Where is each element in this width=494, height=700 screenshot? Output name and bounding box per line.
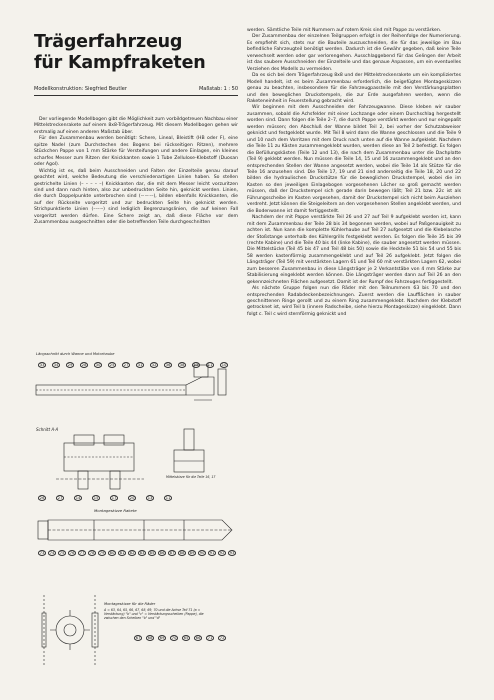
part-number-label: 88 — [179, 551, 185, 555]
right-body-text — [247, 28, 461, 318]
part-number-label: 92 — [219, 551, 225, 555]
part-number-label: 33 — [39, 363, 45, 367]
caption-wheel-text: A = 63, 64, 65, 66, 67, 68, 69, 70 und die Achse Teil 71 (a = Verstärkung) "b" und "c" = Verstärkungsscheiben (Pappe), die zwischen den Scheiben "b" und "d" — [104, 608, 204, 621]
caption-assembly: Montageskizze Rakete — [94, 508, 137, 513]
left-body-text — [34, 117, 238, 227]
part-number-label: 69 — [159, 636, 165, 640]
part-number-label: 81 — [119, 551, 125, 555]
part-number-label: 20 — [129, 496, 135, 500]
part-number-label: 27 — [123, 363, 129, 367]
left-paragraph: Für den Zusammenbau werden benötigt: Schere, Lineal, Bleistift (HB oder F), eine spitze Nadel (zum Durchstechen des Bogens bei rückseitigen Ritzen), mehrere Stückchen Pappe von 1 mm Stärke für Versteifungen und andere Einlagen, ein kleines scharfes Messer zum Ritzen der Knickkanten sowie 1 Tube Zellulose-Klebstoff (Duosan oder Agol). — [34, 136, 238, 168]
page-title — [34, 32, 238, 74]
part-number-label: 93 — [229, 551, 235, 555]
part-number-label: 76 — [69, 551, 75, 555]
right-paragraph: Wir beginnen mit dem Ausschneiden der Fahrzeugwanne. Diese kleben wir sauber zusammen, sobald die Achsfelder mit einer Lochzange oder einem Durchschlag hergestellt worden sind. Dann folgen die Teile 2–7, die durch Pappe verstärkt werden und nur eingepaßt werden müssen; den Abschluß der Wanne bildet Teil 2, bei vorher der Schutzabweiser geknickt und festgeklebt wurde. Mit Teil 8 wird dann die Wanne geschlossen und die Teile 9 und 10 nach dem Vorritzen mit dem Druck nach unten auf die Wanne aufgeklebt. Nachdem die Teile 11 zu Kästen zusammengeklebt wurden, werden diese an Teil 2 befestigt. Es folgen die Befüllungskästen (Teile 12 und 13), die nach dem Zusammenbau unter die Dachplatte (Teil 9) geklebt werden. Nun müssen die Teile 14, 15 und 16 zusammengeklebt und an den entsprechenden Stellen der Wanne angesetzt werden, wobei die Teile 14 als Stütze für die Teile 16 anzusehen sind. Die Teile 17, 19 und 21 sind anderseitig die Teile 18, 20 und 22 bilden die hydraulischen Druckstütze für die beweglichen Druckstempel, wobei die im Kasten so den jeweiligen Einlagebogen vorgesehenen Löcher so groß gemacht werden müssen, daß der Druckstempel sich gerade darin bewegen läßt; Teil 21 bzw. 22c ist als Führungsscheibe im Kasten vorgesehen, damit der Druckstempel sich nicht beim Ausziehen verdreht. Jetzt können die Steigeleitern an den vorgesehenen Stellen angeklebt werden, und die Bodenwanne ist damit fertiggestellt. — [247, 105, 461, 214]
part-number-label: 30 — [95, 363, 101, 367]
part-number-label: 91 — [209, 551, 215, 555]
part-number-label: 77 — [79, 551, 85, 555]
scale-text: Maßstab: 1 : 50 — [198, 86, 238, 92]
hood-drawing — [186, 377, 214, 395]
part-number-label: 12 — [193, 363, 199, 367]
part-number-label: 32 — [151, 363, 157, 367]
part-number-label: 14 — [75, 496, 81, 500]
part-number-label: 66 — [195, 636, 201, 640]
caption-section: Schnitt A-A — [36, 427, 59, 432]
part-number-label: 67 — [135, 636, 141, 640]
part-number-label: 13 — [147, 496, 153, 500]
part-number-label: 72 — [219, 636, 225, 640]
caption-middle: Mittelskizze für die Teile 16, 17 — [166, 475, 216, 479]
part-number-label: 11 — [165, 496, 171, 500]
part-number-label: 90 — [199, 551, 205, 555]
part-number-label: 11 — [207, 363, 213, 367]
part-number-label: 86 — [159, 551, 165, 555]
part-number-label: 34 — [53, 363, 59, 367]
left-paragraph: Der vorliegende Modellbogen gibt die Möglichkeit zum vorbildgetreuen Nachbau einer Mittelstreckenrakete auf einem 8x8-Trägerfahrzeug. Mit diesem Modellbogen gehen wir erstmalig auf einen anderen Maßstab über. — [34, 117, 238, 135]
right-paragraph: Nachdem der mit Pappe verstärkte Teil 26 und 27 auf Teil 9 aufgeklebt worden ist, kann mit dem Zusammenbau der Teile 28 bis 34 begonnen werden, wobei auf Paßgenauigkeit zu achten ist. Nun kann die komplette Kühlerhaube auf Teil 27 aufgesetzt und die Klebelasche der Stoßstange unterhalb des Kühlergrills festgeklebt werden. Es folgen die Teile 35 bis 39 (rechte Kabine) und die Teile 40 bis 44 (linke Kabine), die sauber angesetzt werden müssen. Die Mittelstücke (Teil 45 bis 47 und Teil 48 bis 50) sowie die Heckteile 51 bis 54 und 55 bis 58 werden kastenförmig zusammengeklebt und auf Teil 26 aufgeklebt. Jetzt folgen die Längsträger (Teil 59) mit verstärkten Lagern 61 und Teil 60 mit verstärkten Lagern 62, wobei zum besseren Zusammenbau in diese Längsträger je 2 Verkantstäbe von 4 mm Stärke zur Stabilisierung eingeklebt werden können. Die Längsträger werden dann auf Teil 26 an den gekennzeichneten Flächen aufgesetzt. Damit ist der Rumpf des Fahrzeuges fertiggestellt. — [247, 215, 461, 285]
part-number-label: 17 — [111, 496, 117, 500]
part-number-label: 75 — [59, 551, 65, 555]
byline — [34, 86, 238, 96]
part-number-label: 29 — [67, 363, 73, 367]
part-number-label: 38 — [179, 363, 185, 367]
part-number-label: 87 — [169, 551, 175, 555]
part-number-label: 36 — [165, 363, 171, 367]
part-number-label: 80 — [109, 551, 115, 555]
part-number-label: 82 — [129, 551, 135, 555]
part-number-label: 71 — [207, 636, 213, 640]
assembly-drawings — [34, 352, 246, 685]
left-paragraph: Wichtig ist es, daß beim Ausschneiden und Falten der Einzelteile genau darauf geachtet wird, welche Bedeutung die verschiedenartigen Linien haben. So stellen gestrichelte Linien (– – – – –) Knickkanten dar, die mit dem Messer leicht vorzuritzen sind und dann nach hinten, also zur unbedruckten Seite hin, geknickt werden. Linien, die durch Doppelpunkte unterbrochen sind (–··–··–), bilden ebenfalls Knickkanten, die auf der Rückseite vorgeritzt und zur bedruckten Seite hin geknickt werden. Strichpunktierte Linien (–·–·–) sind lediglich Begrenzungslinien, die auf keinen Fall vorgeritzt werden dürfen. Eine Schere zeigt an, daß diese Fläche vor dem Zusammenbau ausgeschnitten oder die betreffenden Teile durchgeschnitten — [34, 168, 238, 226]
part-number-label: 68 — [147, 636, 153, 640]
title-line-1: Trägerfahrzeug — [34, 32, 183, 52]
left-column — [34, 32, 238, 227]
part-number-label: 15 — [93, 496, 99, 500]
part-number-label: 28 — [81, 363, 87, 367]
wheel-drawing — [56, 616, 84, 644]
part-number-label: 31 — [137, 363, 143, 367]
caption-top: Längsschnitt durch Wanne und Motorhaube — [36, 352, 115, 356]
part-number-label: 70 — [171, 636, 177, 640]
part-number-label: 74 — [49, 551, 55, 555]
part-number-label: 25 — [109, 363, 115, 367]
right-paragraph: Da es sich bei dem Trägerfahrzeug 8x8 und der Mittelstreckenrakete um ein kompliziertes Modell handelt, ist es beim Zusammenbau erforderlich, die beigefügten Montageskizzen genau zu beachten, insbesondere für die Fahrzeugpassteile mit den Verstärkungsplatten und den beweglichen Druckstempeln, die zur Erde ausgefahren werden, wenn die Raketeneinheit in Feuerstellung gebracht wird. — [247, 73, 461, 104]
part-number-label: 85 — [149, 551, 155, 555]
right-paragraph: Der Zusammenbau der einzelnen Teilgruppen erfolgt in der Reihenfolge der Numerierung. Es empfiehlt sich, stets nur die Bauteile auszuschneiden, die für das jeweilige im Bau befindliche Fahrzeugteil benötigt werden. Dadurch ist die Gewähr gegeben, daß keine Teile verwechselt werden oder gar verlorengehen. Ausschlaggebend für das Gelingen der Arbeit ist das saubere Ausschneiden der Einzelteile und das genaue Anpassen, um ein eventuelles Verziehen des Modells zu vermeiden. — [247, 34, 461, 72]
right-column — [247, 28, 461, 318]
part-number-label: 65 — [183, 636, 189, 640]
part-number-label: 78 — [89, 551, 95, 555]
title-line-2: für Kampfraketen — [34, 53, 206, 73]
part-number-label: 83 — [139, 551, 145, 555]
part-number-label: 79 — [99, 551, 105, 555]
part-number-label: 27 — [57, 496, 63, 500]
part-number-label: 10 — [221, 363, 227, 367]
caption-wheel-title: Montageskizze für die Räder — [104, 602, 156, 606]
right-paragraph: werden. Sämtliche Teile mit Nummern auf rotem Kreis sind mit Pappe zu verstärken. — [247, 28, 442, 33]
part-number-label: 26 — [39, 496, 45, 500]
part-number-label: 73 — [39, 551, 45, 555]
right-paragraph: Als nächste Gruppe folgen nun die Räder mit den Teilnummern 63 bis 70 und den entsprechenden Radabdeckenbezeichnungen. Zuerst werden die Laufflächen in sauber geschnittenen Ringe gerollt und zu einem Ring zusammengeklebt. Nachdem der Klebstoff getrocknet ist, wird Teil b (innere Radscheibe, siehe hierzu Montageskizze) eingeklebt. Dann folgt c. Teil c wird sternförmig geknickt und — [247, 286, 461, 317]
part-number-label: 89 — [189, 551, 195, 555]
credit-text: Modellkonstruktion: Siegfried Beutler — [34, 86, 127, 92]
